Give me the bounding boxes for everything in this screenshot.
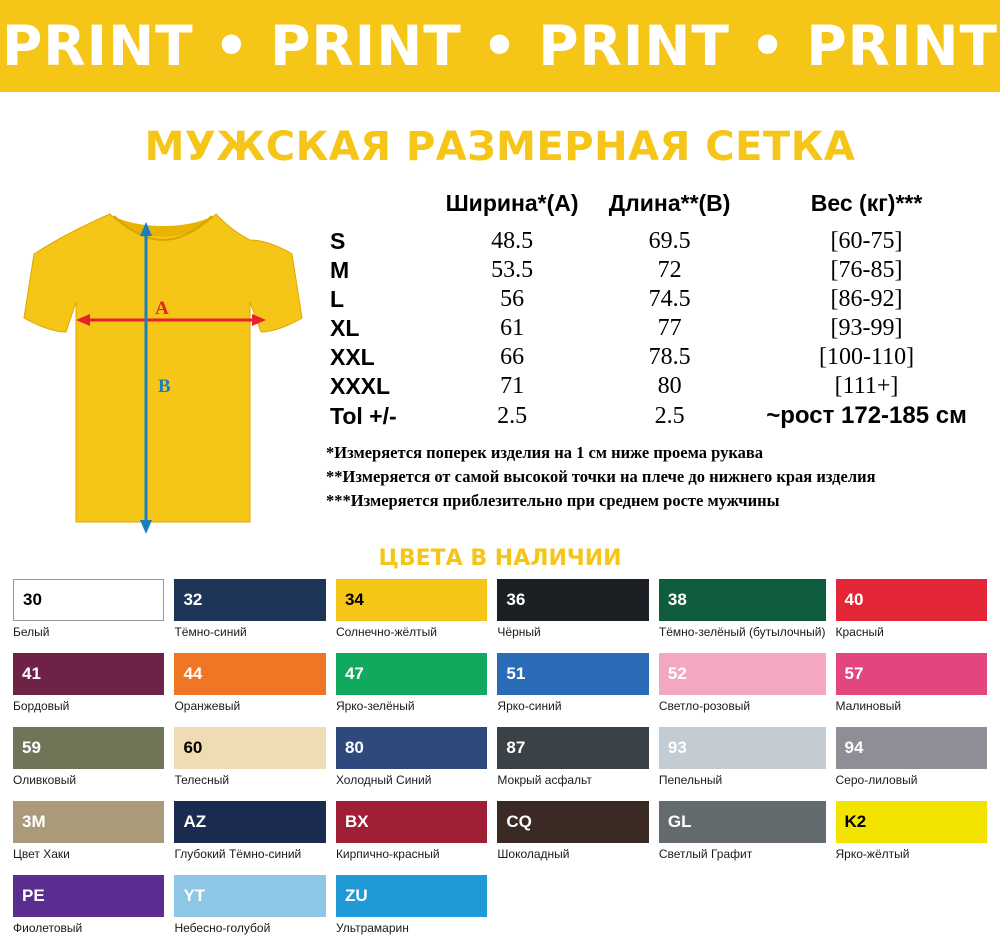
cell-length: 2.5 (654, 402, 685, 429)
color-code: 59 (22, 738, 41, 757)
color-name: Холодный Синий (335, 773, 432, 787)
cell-width: 66 (500, 344, 525, 370)
color-swatch[interactable] (336, 875, 487, 947)
color-swatch-grid (13, 579, 987, 947)
header-width: Ширина*(A) (445, 190, 579, 216)
color-swatch[interactable] (336, 727, 487, 799)
color-code: 34 (344, 590, 364, 609)
cell-size: XXL (330, 344, 375, 370)
color-code: 87 (506, 738, 526, 757)
color-code: 36 (506, 590, 526, 609)
color-code: 47 (344, 664, 364, 683)
note-width: *Измеряется поперек изделия на 1 см ниже проема рукава (326, 443, 763, 462)
color-code: ZU (344, 886, 368, 905)
color-swatch[interactable] (336, 801, 487, 873)
cell-width: 56 (500, 286, 525, 312)
color-swatch[interactable] (174, 801, 325, 873)
color-swatch-box[interactable] (13, 875, 164, 917)
color-name: Белый (13, 625, 50, 639)
cell-width: 71 (500, 373, 525, 399)
color-name: Оливковый (13, 773, 77, 787)
color-name: Глубокий Тёмно-синий (174, 847, 302, 861)
color-name: Пепельный (658, 773, 723, 787)
color-name: Светлый Графит (658, 847, 753, 861)
color-name: Солнечно-жёлтый (335, 625, 437, 639)
color-swatch[interactable] (497, 727, 648, 799)
print-banner (0, 0, 1000, 92)
color-name: Малиновый (835, 699, 902, 713)
color-code: CQ (506, 812, 532, 831)
cell-size: M (330, 257, 350, 283)
color-name: Тёмно-синий (174, 625, 247, 639)
color-swatch-box[interactable] (13, 801, 164, 843)
color-name: Ярко-жёлтый (835, 847, 910, 861)
cell-size: XXXL (330, 373, 391, 399)
size-table (312, 184, 988, 431)
color-name: Ярко-синий (497, 699, 562, 713)
color-swatch-box[interactable] (174, 727, 325, 769)
table-row (312, 314, 988, 343)
color-swatch-box[interactable] (13, 727, 164, 769)
color-code: 3M (22, 812, 46, 831)
color-swatch[interactable] (836, 801, 987, 873)
color-swatch[interactable] (174, 727, 325, 799)
color-swatch-box[interactable] (836, 579, 987, 621)
color-swatch[interactable] (836, 653, 987, 725)
color-swatch-box[interactable] (497, 801, 648, 843)
cell-size: L (330, 286, 345, 312)
color-swatch-box[interactable] (659, 579, 826, 621)
color-swatch[interactable] (174, 653, 325, 725)
color-code: PE (22, 886, 45, 905)
color-code: 38 (667, 590, 687, 609)
color-name: Цвет Хаки (13, 847, 70, 861)
color-swatch-box[interactable] (13, 653, 164, 695)
color-name: Фиолетовый (13, 921, 83, 935)
width-arrow-label: A (155, 298, 169, 319)
color-code: BX (344, 812, 369, 831)
tshirt-illustration-svg (18, 192, 308, 542)
cell-length: 74.5 (648, 286, 691, 312)
color-name: Телесный (174, 773, 230, 787)
cell-weight: [76-85] (830, 257, 903, 283)
color-swatch[interactable] (836, 727, 987, 799)
color-swatch-box[interactable] (174, 653, 325, 695)
color-name: Светло-розовый (658, 699, 751, 713)
color-swatch[interactable] (336, 579, 487, 651)
color-name: Тёмно-зелёный (бутылочный) (658, 625, 826, 639)
cell-length: 80 (657, 373, 682, 399)
cell-width: 53.5 (491, 257, 534, 283)
color-name: Шоколадный (497, 847, 570, 861)
banner-text: PRINT • PRINT • PRINT • PRINT (1, 14, 999, 78)
color-swatch[interactable] (659, 653, 826, 725)
cell-size: S (330, 228, 346, 254)
color-code: AZ (183, 812, 207, 831)
main-content (0, 184, 1000, 544)
color-code: 80 (344, 738, 364, 757)
color-code: 41 (22, 664, 41, 683)
color-swatch[interactable] (659, 727, 826, 799)
cell-weight: [111+] (834, 373, 899, 399)
table-row (312, 372, 988, 401)
color-code: 94 (844, 738, 864, 757)
cell-size: Tol +/- (330, 402, 397, 429)
cell-weight: [60-75] (830, 228, 903, 254)
table-row (312, 401, 988, 431)
color-swatch-box[interactable] (497, 653, 648, 695)
note-weight: ***Измеряется приблезительно при среднем росте мужчины (326, 490, 780, 510)
color-code: 93 (667, 738, 687, 757)
header-length: Длина**(B) (608, 190, 731, 216)
cell-length: 77 (657, 315, 682, 341)
cell-width: 48.5 (491, 228, 534, 254)
color-swatch-box[interactable] (659, 653, 826, 695)
table-row (312, 285, 988, 314)
colors-title: ЦВЕТА В НАЛИЧИИ (378, 546, 622, 571)
color-code: 40 (844, 590, 864, 609)
color-name: Ультрамарин (335, 921, 409, 935)
tshirt-diagram (18, 192, 308, 542)
cell-weight: [93-99] (830, 315, 903, 341)
color-swatch-box[interactable] (336, 727, 487, 769)
color-swatch-box[interactable] (174, 579, 325, 621)
color-swatch-box[interactable] (336, 875, 487, 917)
table-row (312, 256, 988, 285)
table-header-row (312, 184, 988, 227)
cell-size: XL (330, 315, 360, 341)
length-arrow-bottom-head (140, 520, 152, 534)
color-swatch-box[interactable] (336, 579, 487, 621)
cell-length: 72 (657, 257, 682, 283)
color-swatch-box[interactable] (336, 801, 487, 843)
color-name: Небесно-голубой (174, 921, 271, 935)
color-swatch[interactable] (836, 579, 987, 651)
color-code: 60 (183, 738, 203, 757)
table-row (312, 227, 988, 256)
color-swatch-box[interactable] (659, 801, 826, 843)
color-swatch-box[interactable] (659, 727, 826, 769)
color-name: Кирпично-красный (335, 847, 440, 861)
color-code: 44 (183, 664, 203, 683)
height-note: ~рост 172-185 см (766, 402, 967, 429)
color-swatch[interactable] (659, 579, 826, 651)
cell-width: 2.5 (497, 402, 528, 429)
size-table-wrap (312, 184, 988, 513)
color-swatch-box[interactable] (836, 801, 987, 843)
color-swatch-box[interactable] (836, 653, 987, 695)
color-swatch[interactable] (13, 579, 164, 651)
color-name: Красный (835, 625, 884, 639)
color-swatch[interactable] (174, 875, 325, 947)
color-code: GL (667, 812, 692, 831)
color-swatch-box[interactable] (836, 727, 987, 769)
color-swatch[interactable] (13, 801, 164, 873)
color-swatch-box[interactable] (174, 801, 325, 843)
color-swatch[interactable] (336, 653, 487, 725)
color-swatch[interactable] (497, 579, 648, 651)
color-name: Серо-лиловый (835, 773, 918, 787)
color-swatch[interactable] (13, 875, 164, 947)
cell-weight: [86-92] (830, 286, 903, 312)
color-code: 30 (23, 590, 42, 609)
cell-length: 69.5 (648, 228, 691, 254)
color-swatch-box[interactable] (497, 727, 648, 769)
page-title: МУЖСКАЯ РАЗМЕРНАЯ СЕТКА (144, 124, 856, 170)
color-name: Оранжевый (174, 699, 241, 713)
color-name: Мокрый асфальт (497, 773, 592, 787)
color-swatch-box[interactable] (13, 579, 164, 621)
header-weight: Вес (кг)*** (810, 190, 923, 216)
color-swatch[interactable] (497, 801, 648, 873)
length-arrow-label: B (158, 376, 171, 397)
measurement-notes (312, 441, 988, 513)
cell-length: 78.5 (648, 344, 691, 370)
color-code: YT (183, 886, 206, 905)
table-row (312, 343, 988, 372)
color-swatch[interactable] (497, 653, 648, 725)
color-code: 52 (667, 664, 687, 683)
color-swatch-box[interactable] (174, 875, 325, 917)
cell-width: 61 (500, 315, 525, 341)
color-code: K2 (844, 812, 867, 831)
note-length: **Измеряется от самой высокой точки на плече до нижнего края изделия (326, 466, 876, 486)
header-size (312, 184, 430, 227)
color-code: 57 (844, 664, 864, 683)
color-swatch-box[interactable] (336, 653, 487, 695)
color-swatch[interactable] (659, 801, 826, 873)
cell-weight: [100-110] (819, 344, 915, 370)
color-code: 51 (506, 664, 526, 683)
color-name: Чёрный (497, 625, 541, 639)
color-swatch[interactable] (174, 579, 325, 651)
color-name: Бордовый (13, 699, 70, 713)
color-swatch[interactable] (13, 653, 164, 725)
color-swatch-box[interactable] (497, 579, 648, 621)
color-name: Ярко-зелёный (335, 699, 415, 713)
color-swatch[interactable] (13, 727, 164, 799)
color-code: 32 (183, 590, 203, 609)
